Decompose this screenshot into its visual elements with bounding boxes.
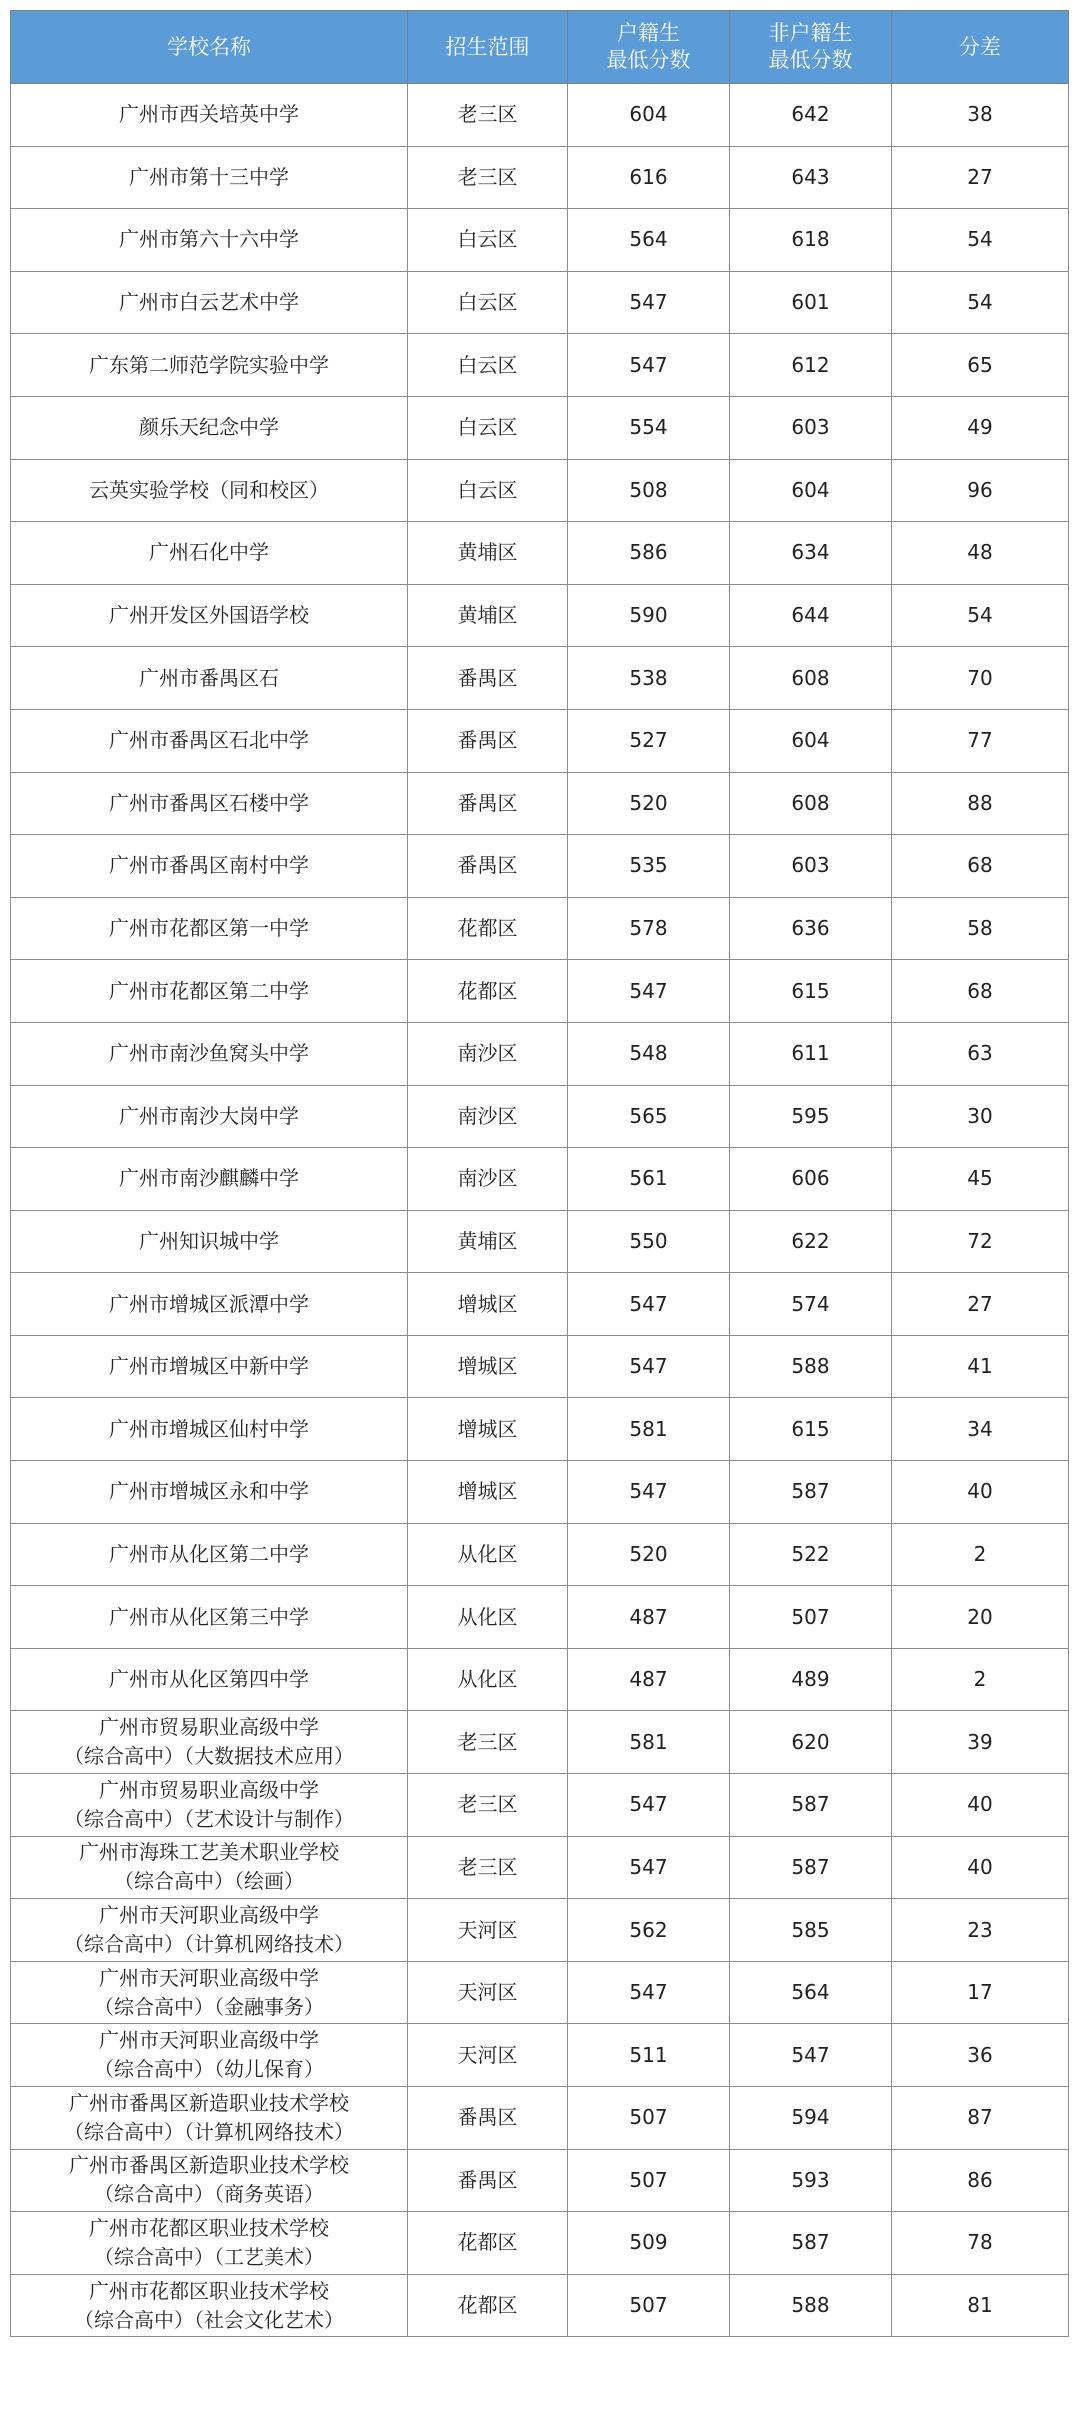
school-name-cell (11, 1961, 408, 2024)
enrollment-range-cell: 白云区 (408, 396, 568, 459)
enrollment-range-cell: 番禺区 (408, 709, 568, 772)
nonlocal-min-score-cell: 603 (730, 835, 892, 898)
nonlocal-min-score-cell: 606 (730, 1148, 892, 1211)
school-name: 广州市增城区永和中学 (109, 1479, 309, 1504)
school-program: （综合高中）（幼儿保育） (94, 2057, 324, 2082)
school-name: 广州市番禺区新造职业技术学校 (69, 2090, 349, 2115)
score-diff-cell: 2 (892, 1523, 1069, 1586)
enrollment-range-cell: 花都区 (408, 897, 568, 960)
school-name-cell (11, 209, 408, 272)
local-min-score-cell: 586 (568, 522, 730, 585)
nonlocal-min-score-cell: 615 (730, 960, 892, 1023)
nonlocal-min-score-cell: 634 (730, 522, 892, 585)
score-diff-cell: 78 (892, 2212, 1069, 2275)
school-name-cell (11, 1586, 408, 1649)
nonlocal-min-score-cell: 587 (730, 1461, 892, 1524)
score-diff-cell: 27 (892, 1273, 1069, 1336)
school-name-cell (11, 1461, 408, 1524)
score-diff-cell: 38 (892, 84, 1069, 147)
nonlocal-min-score-cell: 620 (730, 1711, 892, 1774)
school-name: 广州知识城中学 (139, 1228, 279, 1253)
score-diff-cell: 2 (892, 1648, 1069, 1711)
school-name-cell (11, 584, 408, 647)
score-diff-cell: 27 (892, 146, 1069, 209)
score-diff-cell: 48 (892, 522, 1069, 585)
table-row (11, 2274, 1069, 2337)
nonlocal-min-score-cell: 604 (730, 459, 892, 522)
table-row (11, 1461, 1069, 1524)
enrollment-range-cell: 花都区 (408, 960, 568, 1023)
local-min-score-cell: 507 (568, 2149, 730, 2212)
school-name: 广州市天河职业高级中学 (99, 1965, 319, 1990)
local-min-score-cell: 616 (568, 146, 730, 209)
local-min-score-cell: 562 (568, 1899, 730, 1962)
table-row (11, 1836, 1069, 1899)
school-name: 广州市从化区第四中学 (109, 1667, 309, 1692)
score-diff-cell: 58 (892, 897, 1069, 960)
header-local-line2: 最低分数 (606, 48, 691, 72)
enrollment-range-cell: 老三区 (408, 84, 568, 147)
school-name: 广州市花都区第一中学 (109, 916, 309, 941)
header-local-score (568, 11, 730, 84)
nonlocal-min-score-cell: 608 (730, 647, 892, 710)
score-diff-cell: 68 (892, 835, 1069, 898)
enrollment-range-cell: 番禺区 (408, 2149, 568, 2212)
enrollment-range-cell: 增城区 (408, 1398, 568, 1461)
local-min-score-cell: 487 (568, 1586, 730, 1649)
school-program: （综合高中）（工艺美术） (94, 2244, 324, 2269)
local-min-score-cell: 520 (568, 772, 730, 835)
table-row (11, 1711, 1069, 1774)
local-min-score-cell: 554 (568, 396, 730, 459)
school-name-cell (11, 1022, 408, 1085)
score-diff-cell: 65 (892, 334, 1069, 397)
score-diff-cell: 54 (892, 271, 1069, 334)
school-name: 广州市第六十六中学 (119, 227, 299, 252)
enrollment-range-cell: 南沙区 (408, 1085, 568, 1148)
school-name-cell (11, 1398, 408, 1461)
table-row (11, 2149, 1069, 2212)
table-row (11, 647, 1069, 710)
enrollment-range-cell: 从化区 (408, 1523, 568, 1586)
table-row (11, 584, 1069, 647)
school-name: 广州市白云艺术中学 (119, 290, 299, 315)
school-name-cell (11, 1085, 408, 1148)
score-diff-cell: 34 (892, 1398, 1069, 1461)
nonlocal-min-score-cell: 595 (730, 1085, 892, 1148)
nonlocal-min-score-cell: 611 (730, 1022, 892, 1085)
enrollment-range-cell: 黄埔区 (408, 522, 568, 585)
table-row (11, 1648, 1069, 1711)
header-school (11, 11, 408, 84)
school-name-cell (11, 146, 408, 209)
header-range (408, 11, 568, 84)
school-name: 颜乐天纪念中学 (139, 415, 279, 440)
score-diff-cell: 40 (892, 1774, 1069, 1837)
enrollment-range-cell: 老三区 (408, 1711, 568, 1774)
school-name: 广州市从化区第二中学 (109, 1541, 309, 1566)
local-min-score-cell: 550 (568, 1210, 730, 1273)
local-min-score-cell: 547 (568, 334, 730, 397)
header-diff-label: 分差 (959, 34, 1001, 59)
enrollment-range-cell: 番禺区 (408, 647, 568, 710)
school-name-cell (11, 772, 408, 835)
school-name: 广州石化中学 (149, 540, 269, 565)
score-diff-cell: 81 (892, 2274, 1069, 2337)
school-name-cell (11, 1648, 408, 1711)
school-name-cell (11, 835, 408, 898)
school-name-cell (11, 1148, 408, 1211)
school-program: （综合高中）（艺术设计与制作） (64, 1806, 354, 1831)
enrollment-range-cell: 老三区 (408, 1774, 568, 1837)
local-min-score-cell: 507 (568, 2274, 730, 2337)
table-row (11, 1774, 1069, 1837)
nonlocal-min-score-cell: 574 (730, 1273, 892, 1336)
score-diff-cell: 87 (892, 2087, 1069, 2150)
table-row (11, 772, 1069, 835)
header-range-label: 招生范围 (445, 34, 530, 59)
table-row (11, 835, 1069, 898)
table-row (11, 1523, 1069, 1586)
local-min-score-cell: 527 (568, 709, 730, 772)
enrollment-range-cell: 老三区 (408, 1836, 568, 1899)
school-name-cell (11, 1523, 408, 1586)
enrollment-range-cell: 增城区 (408, 1273, 568, 1336)
school-name: 广州市天河职业高级中学 (99, 1903, 319, 1928)
enrollment-range-cell: 花都区 (408, 2212, 568, 2275)
header-school-label: 学校名称 (167, 34, 251, 59)
table-row (11, 271, 1069, 334)
score-diff-cell: 41 (892, 1335, 1069, 1398)
enrollment-range-cell: 黄埔区 (408, 584, 568, 647)
score-diff-cell: 17 (892, 1961, 1069, 2024)
enrollment-range-cell: 从化区 (408, 1586, 568, 1649)
local-min-score-cell: 547 (568, 960, 730, 1023)
score-diff-cell: 77 (892, 709, 1069, 772)
score-diff-cell: 40 (892, 1836, 1069, 1899)
school-program: （综合高中）（绘画） (114, 1869, 304, 1894)
school-name: 广州市番禺区新造职业技术学校 (69, 2153, 349, 2178)
nonlocal-min-score-cell: 604 (730, 709, 892, 772)
school-program: （综合高中）（商务英语） (94, 2182, 324, 2207)
nonlocal-min-score-cell: 601 (730, 271, 892, 334)
local-min-score-cell: 520 (568, 1523, 730, 1586)
school-name: 广州市贸易职业高级中学 (99, 1777, 319, 1802)
school-name: 广州市增城区仙村中学 (109, 1416, 309, 1441)
local-min-score-cell: 547 (568, 1273, 730, 1336)
nonlocal-min-score-cell: 588 (730, 1335, 892, 1398)
local-min-score-cell: 565 (568, 1085, 730, 1148)
local-min-score-cell: 487 (568, 1648, 730, 1711)
school-name-cell (11, 522, 408, 585)
school-name-cell (11, 334, 408, 397)
school-name: 广州市西关培英中学 (119, 102, 299, 127)
local-min-score-cell: 581 (568, 1398, 730, 1461)
local-min-score-cell: 507 (568, 2087, 730, 2150)
school-name: 广州市从化区第三中学 (109, 1604, 309, 1629)
school-name: 广州市南沙麒麟中学 (119, 1166, 299, 1191)
enrollment-range-cell: 黄埔区 (408, 1210, 568, 1273)
score-diff-cell: 49 (892, 396, 1069, 459)
score-diff-cell: 72 (892, 1210, 1069, 1273)
local-min-score-cell: 578 (568, 897, 730, 960)
header-nonlocal-line1: 非户籍生 (768, 21, 853, 45)
score-table (10, 10, 1069, 2337)
local-min-score-cell: 535 (568, 835, 730, 898)
score-diff-cell: 54 (892, 584, 1069, 647)
nonlocal-min-score-cell: 585 (730, 1899, 892, 1962)
table-row (11, 1273, 1069, 1336)
score-diff-cell: 23 (892, 1899, 1069, 1962)
header-row (11, 11, 1069, 84)
header-diff (892, 11, 1069, 84)
nonlocal-min-score-cell: 636 (730, 897, 892, 960)
nonlocal-min-score-cell: 564 (730, 1961, 892, 2024)
score-diff-cell: 39 (892, 1711, 1069, 1774)
local-min-score-cell: 508 (568, 459, 730, 522)
header-nonlocal-line2: 最低分数 (768, 48, 853, 72)
nonlocal-min-score-cell: 593 (730, 2149, 892, 2212)
enrollment-range-cell: 南沙区 (408, 1148, 568, 1211)
score-diff-cell: 88 (892, 772, 1069, 835)
score-diff-cell: 63 (892, 1022, 1069, 1085)
nonlocal-min-score-cell: 612 (730, 334, 892, 397)
score-diff-cell: 30 (892, 1085, 1069, 1148)
nonlocal-min-score-cell: 643 (730, 146, 892, 209)
nonlocal-min-score-cell: 608 (730, 772, 892, 835)
table-row (11, 146, 1069, 209)
table-row (11, 2212, 1069, 2275)
nonlocal-min-score-cell: 547 (730, 2024, 892, 2087)
enrollment-range-cell: 从化区 (408, 1648, 568, 1711)
school-name: 广州市花都区第二中学 (109, 978, 309, 1003)
local-min-score-cell: 547 (568, 1836, 730, 1899)
nonlocal-min-score-cell: 594 (730, 2087, 892, 2150)
nonlocal-min-score-cell: 587 (730, 2212, 892, 2275)
school-name: 广州市南沙鱼窝头中学 (109, 1041, 309, 1066)
school-name: 广州市贸易职业高级中学 (99, 1715, 319, 1740)
score-diff-cell: 45 (892, 1148, 1069, 1211)
nonlocal-min-score-cell: 489 (730, 1648, 892, 1711)
enrollment-range-cell: 白云区 (408, 334, 568, 397)
school-name-cell (11, 1335, 408, 1398)
school-name: 广州市南沙大岗中学 (119, 1103, 299, 1128)
school-name-cell (11, 1774, 408, 1837)
enrollment-range-cell: 天河区 (408, 2024, 568, 2087)
school-name: 广州市花都区职业技术学校 (89, 2278, 329, 2303)
score-diff-cell: 36 (892, 2024, 1069, 2087)
local-min-score-cell: 538 (568, 647, 730, 710)
enrollment-range-cell: 增城区 (408, 1461, 568, 1524)
table-row (11, 2024, 1069, 2087)
enrollment-range-cell: 番禺区 (408, 772, 568, 835)
school-name-cell (11, 1899, 408, 1962)
table-row (11, 1899, 1069, 1962)
nonlocal-min-score-cell: 618 (730, 209, 892, 272)
local-min-score-cell: 509 (568, 2212, 730, 2275)
enrollment-range-cell: 番禺区 (408, 835, 568, 898)
enrollment-range-cell: 增城区 (408, 1335, 568, 1398)
enrollment-range-cell: 老三区 (408, 146, 568, 209)
nonlocal-min-score-cell: 587 (730, 1774, 892, 1837)
enrollment-range-cell: 花都区 (408, 2274, 568, 2337)
school-name-cell (11, 2274, 408, 2337)
nonlocal-min-score-cell: 603 (730, 396, 892, 459)
nonlocal-min-score-cell: 615 (730, 1398, 892, 1461)
local-min-score-cell: 561 (568, 1148, 730, 1211)
enrollment-range-cell: 番禺区 (408, 2087, 568, 2150)
table-row (11, 2087, 1069, 2150)
nonlocal-min-score-cell: 642 (730, 84, 892, 147)
school-name-cell (11, 709, 408, 772)
nonlocal-min-score-cell: 522 (730, 1523, 892, 1586)
score-diff-cell: 54 (892, 209, 1069, 272)
school-name-cell (11, 2024, 408, 2087)
table-row (11, 459, 1069, 522)
school-name: 广州市花都区职业技术学校 (89, 2215, 329, 2240)
school-program: （综合高中）（金融事务） (94, 1994, 324, 2019)
school-name: 广州市天河职业高级中学 (99, 2028, 319, 2053)
school-name-cell (11, 84, 408, 147)
school-name: 广州市海珠工艺美术职业学校 (79, 1840, 339, 1865)
school-name: 广州市番禺区石北中学 (109, 728, 309, 753)
school-name: 广州市番禺区石楼中学 (109, 790, 309, 815)
enrollment-range-cell: 南沙区 (408, 1022, 568, 1085)
local-min-score-cell: 547 (568, 1335, 730, 1398)
local-min-score-cell: 547 (568, 1961, 730, 2024)
local-min-score-cell: 590 (568, 584, 730, 647)
table-row (11, 709, 1069, 772)
school-name: 广州市增城区中新中学 (109, 1354, 309, 1379)
school-name: 广东第二师范学院实验中学 (89, 352, 329, 377)
school-name-cell (11, 2212, 408, 2275)
table-row (11, 1085, 1069, 1148)
table-row (11, 209, 1069, 272)
score-diff-cell: 96 (892, 459, 1069, 522)
school-name: 广州市增城区派潭中学 (109, 1291, 309, 1316)
local-min-score-cell: 547 (568, 1461, 730, 1524)
nonlocal-min-score-cell: 622 (730, 1210, 892, 1273)
enrollment-range-cell: 白云区 (408, 209, 568, 272)
local-min-score-cell: 548 (568, 1022, 730, 1085)
school-program: （综合高中）（计算机网络技术） (64, 1932, 354, 1957)
table-row (11, 1961, 1069, 2024)
table-row (11, 396, 1069, 459)
nonlocal-min-score-cell: 507 (730, 1586, 892, 1649)
school-name: 广州开发区外国语学校 (109, 603, 309, 628)
enrollment-range-cell: 天河区 (408, 1899, 568, 1962)
table-row (11, 522, 1069, 585)
table-row (11, 1398, 1069, 1461)
nonlocal-min-score-cell: 588 (730, 2274, 892, 2337)
school-program: （综合高中）（大数据技术应用） (64, 1744, 354, 1769)
nonlocal-min-score-cell: 644 (730, 584, 892, 647)
school-name-cell (11, 1836, 408, 1899)
local-min-score-cell: 511 (568, 2024, 730, 2087)
table-body (11, 84, 1069, 2337)
table-row (11, 1335, 1069, 1398)
school-name-cell (11, 960, 408, 1023)
school-name: 云英实验学校（同和校区） (89, 477, 329, 502)
school-name-cell (11, 2149, 408, 2212)
local-min-score-cell: 581 (568, 1711, 730, 1774)
local-min-score-cell: 547 (568, 1774, 730, 1837)
score-diff-cell: 70 (892, 647, 1069, 710)
school-name-cell (11, 396, 408, 459)
score-diff-cell: 68 (892, 960, 1069, 1023)
local-min-score-cell: 604 (568, 84, 730, 147)
school-name-cell (11, 1711, 408, 1774)
school-program: （综合高中）（计算机网络技术） (64, 2119, 354, 2144)
school-name: 广州市番禺区南村中学 (109, 853, 309, 878)
enrollment-range-cell: 天河区 (408, 1961, 568, 2024)
table-row (11, 1210, 1069, 1273)
local-min-score-cell: 564 (568, 209, 730, 272)
table-row (11, 1022, 1069, 1085)
table-row (11, 897, 1069, 960)
school-name-cell (11, 647, 408, 710)
header-nonlocal-score (730, 11, 892, 84)
school-name-cell (11, 459, 408, 522)
school-name-cell (11, 2087, 408, 2150)
score-diff-cell: 20 (892, 1586, 1069, 1649)
enrollment-range-cell: 白云区 (408, 459, 568, 522)
table-row (11, 334, 1069, 397)
score-table-container (10, 10, 1068, 2337)
local-min-score-cell: 547 (568, 271, 730, 334)
table-row (11, 1148, 1069, 1211)
nonlocal-min-score-cell: 587 (730, 1836, 892, 1899)
table-row (11, 1586, 1069, 1649)
school-name-cell (11, 1273, 408, 1336)
school-program: （综合高中）（社会文化艺术） (74, 2307, 344, 2332)
school-name-cell (11, 897, 408, 960)
school-name: 广州市第十三中学 (129, 164, 289, 189)
enrollment-range-cell: 白云区 (408, 271, 568, 334)
table-row (11, 84, 1069, 147)
table-row (11, 960, 1069, 1023)
score-diff-cell: 40 (892, 1461, 1069, 1524)
header-local-line1: 户籍生 (617, 21, 680, 45)
school-name: 广州市番禺区石 (139, 665, 279, 690)
score-diff-cell: 86 (892, 2149, 1069, 2212)
school-name-cell (11, 1210, 408, 1273)
school-name-cell (11, 271, 408, 334)
